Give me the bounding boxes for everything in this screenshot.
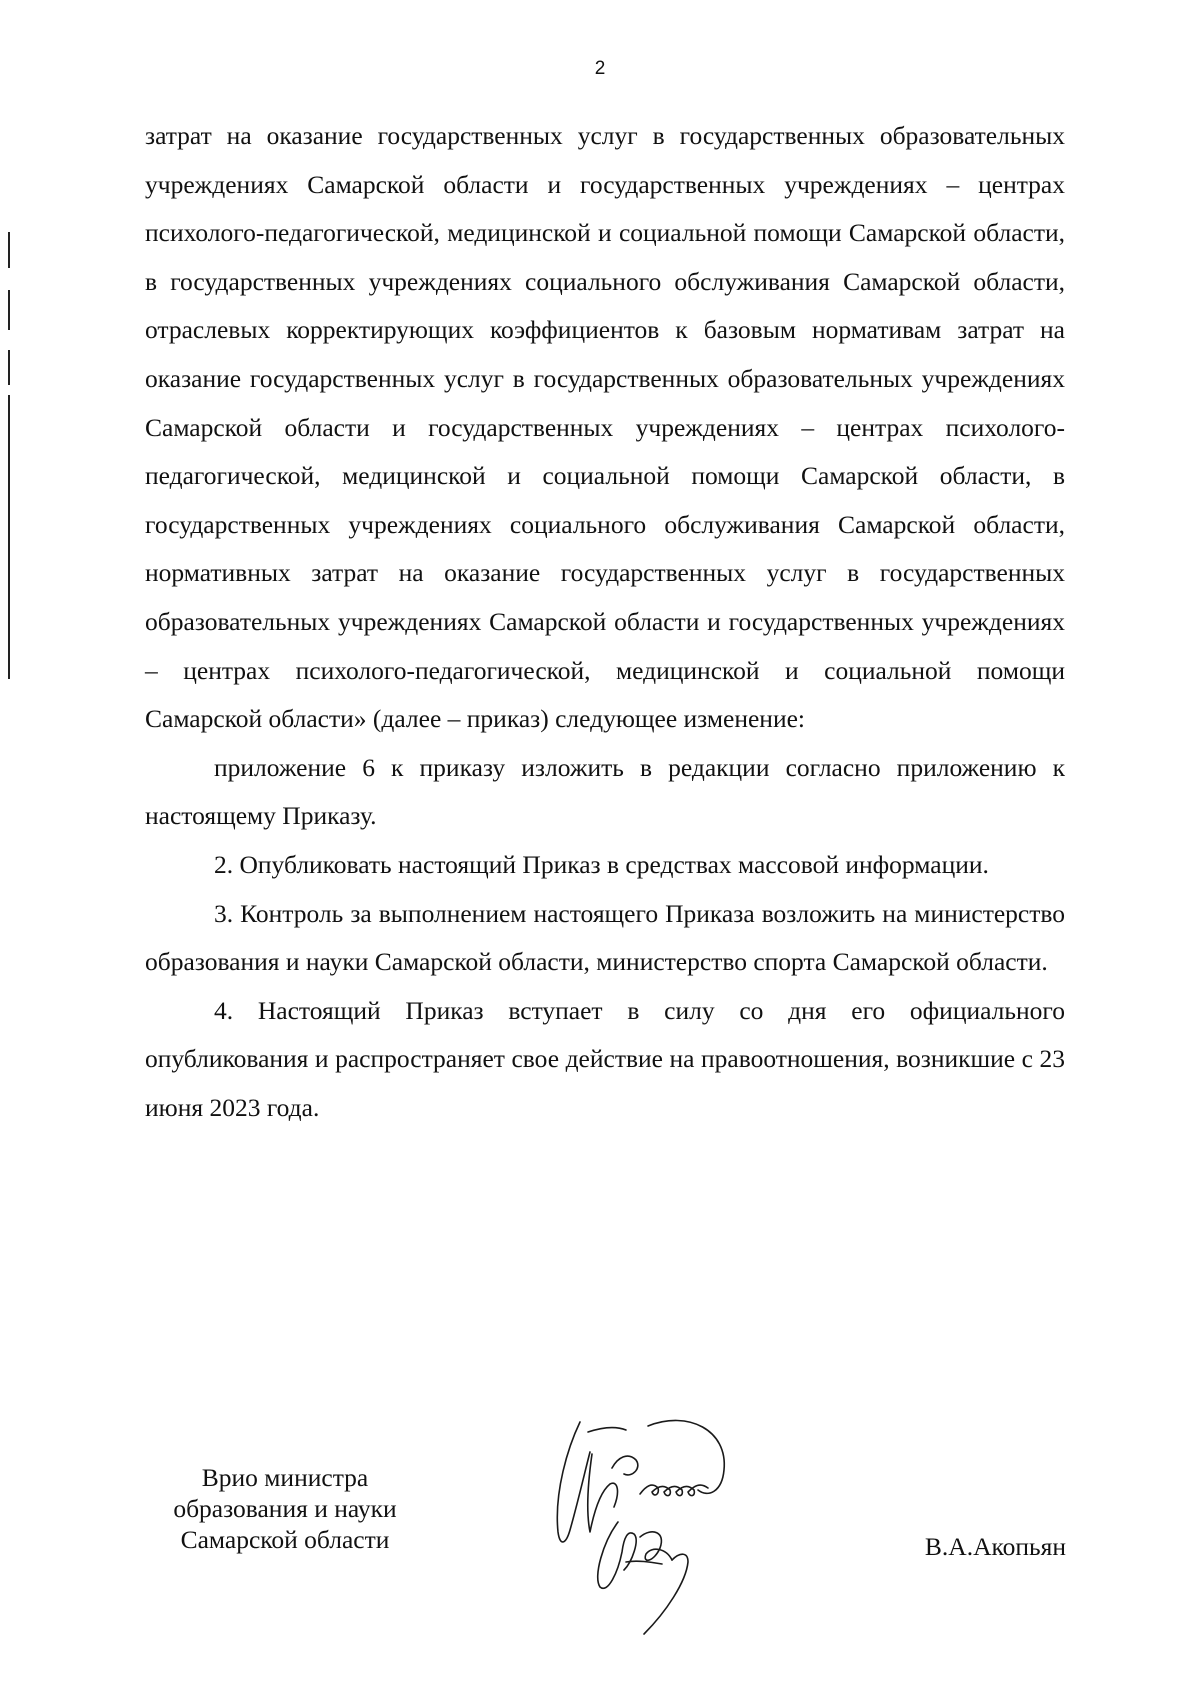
- paragraph-appendix-change: приложение 6 к приказу изложить в редакции согласно приложению к настоящему Приказу.: [145, 752, 1065, 831]
- signatory-title-line: Самарской области: [180, 1525, 390, 1554]
- paragraph-item-4: 4. Настоящий Приказ вступает в силу со дня его официального опубликования и распространяет свое действие на правоотношения, возникшие с 23 июня 2023 года.: [145, 995, 1065, 1122]
- handwritten-signature: [548, 1412, 788, 1642]
- margin-change-bar: [8, 290, 10, 330]
- body-text: [145, 112, 1065, 1132]
- margin-change-bar: [8, 232, 10, 268]
- paragraph-item-3: 3. Контроль за выполнением настоящего Приказа возложить на министерство образования и науки Самарской области, министерство спорта Самарской области.: [145, 898, 1065, 977]
- signatory-name: В.А.Акопьян: [924, 1532, 1066, 1561]
- margin-change-bar: [8, 395, 10, 679]
- paragraph-item-2: 2. Опубликовать настоящий Приказ в средствах массовой информации.: [214, 849, 989, 879]
- signatory-title: [140, 1462, 430, 1555]
- paragraph-continuation: затрат на оказание государственных услуг в государственных образовательных учреждениях Самарской области и государственных учреждениях – центрах психолого-педагогической, медицинской и социальной помощи Самарской области, в государственных учреждениях социального обслуживания Самарской области, отраслевых корректирующих коэффициентов к базовым нормативам затрат на оказание государственных услуг в государственных образовательных учреждениях Самарской области и государственных учреждениях – центрах психолого-педагогической, медицинской и социальной помощи Самарской области, в государственных учреждениях социального обслуживания Самарской области, нормативных затрат на оказание государственных услуг в государственных образовательных учреждениях Самарской области и государственных учреждениях – центрах психолого-педагогической, медицинской и социальной помощи Самарской области» (далее – приказ) следующее изменение:: [145, 121, 1065, 734]
- margin-change-bar: [8, 350, 10, 385]
- signatory-title-line: образования и науки: [173, 1494, 397, 1523]
- signatory-title-line: Врио министра: [201, 1463, 369, 1492]
- page-number: 2: [594, 58, 606, 79]
